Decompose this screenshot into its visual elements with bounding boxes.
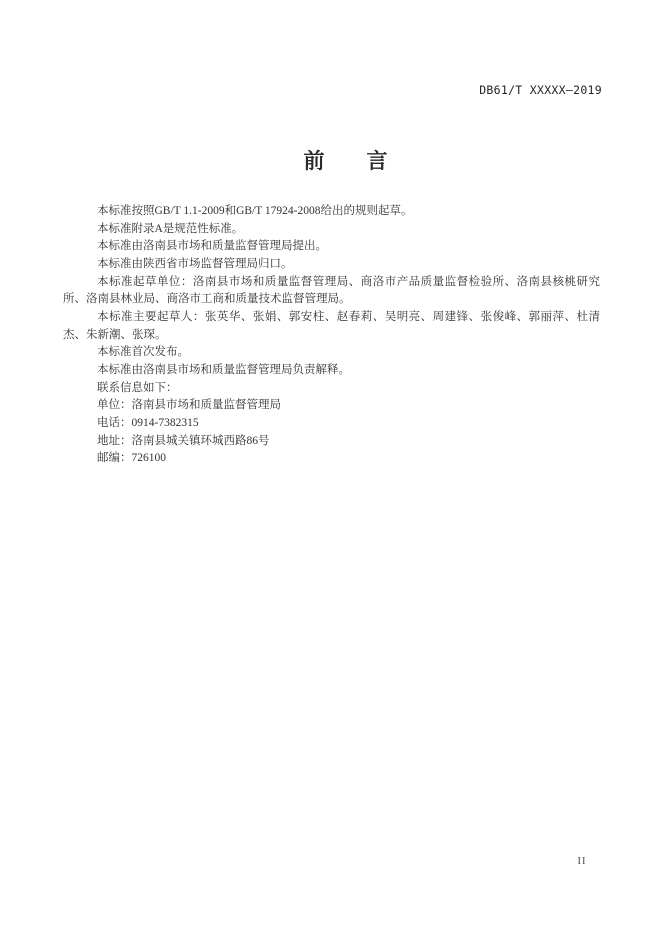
foreword-paragraph: 本标准附录A是规范性标准。 (97, 222, 244, 235)
foreword-paragraph: 本标准按照GB/T 1.1-2009和GB/T 17924-2008给出的规则起草。 (97, 205, 413, 217)
foreword-paragraph: 本标准由洛南县市场和质量监督管理局提出。 (97, 240, 327, 253)
contact-postcode-line: 邮编：726100 (97, 452, 166, 465)
foreword-paragraph: 本标准主要起草人：张英华、张娟、郭安柱、赵春莉、吴明亮、周建锋、张俊峰、郭丽萍、杜清杰、朱新潮、张琛。 (63, 310, 600, 341)
foreword-paragraph: 本标准由洛南县市场和质量监督管理局负责解释。 (97, 363, 350, 376)
foreword-paragraph: 本标准由陕西省市场监督管理局归口。 (97, 257, 293, 270)
page-number: II (577, 856, 587, 867)
page-title: 前 言 (303, 150, 388, 173)
contact-unit-line: 单位：洛南县市场和质量监督管理局 (97, 399, 281, 412)
foreword-paragraph: 本标准起草单位：洛南县市场和质量监督管理局、商洛市产品质量监督检验所、洛南县核桃研究所、洛南县林业局、商洛市工商和质量技术监督管理局。 (63, 275, 600, 306)
document-header (0, 81, 602, 99)
contact-address-line: 地址：洛南县城关镇环城西路86号 (97, 434, 270, 447)
foreword-paragraph: 联系信息如下： (97, 381, 178, 394)
standard-number: DB61/T XXXXX—2019 (479, 83, 602, 97)
contact-phone-line: 电话：0914-7382315 (97, 416, 199, 429)
foreword-paragraph: 本标准首次发布。 (97, 346, 189, 359)
foreword-body (63, 203, 600, 468)
